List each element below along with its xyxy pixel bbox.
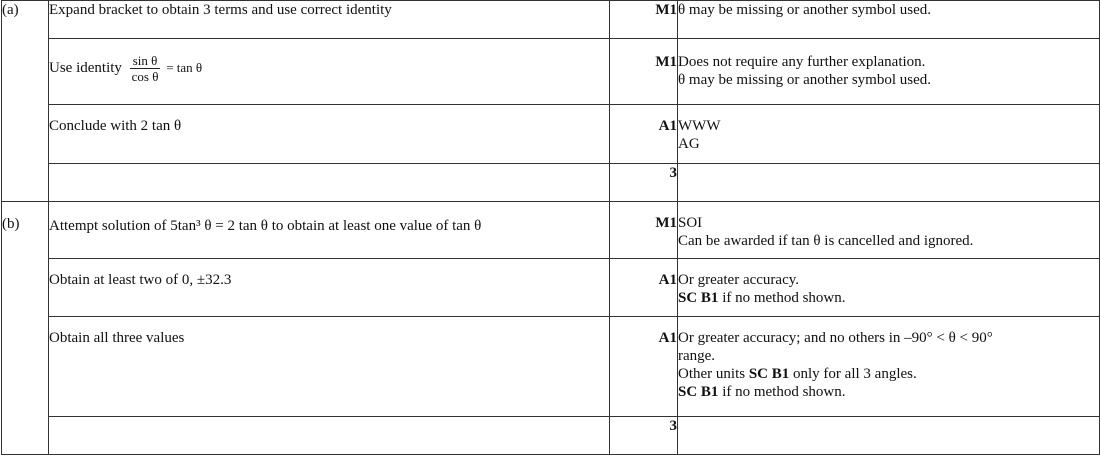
mark-code: A1	[610, 259, 678, 317]
sc-text: if no method shown.	[718, 290, 846, 306]
guidance-text	[49, 39, 610, 105]
note-text	[678, 105, 1100, 164]
empty-cell	[678, 417, 1100, 455]
table-row	[2, 105, 1100, 164]
table-row	[2, 259, 1100, 317]
guidance-text: Obtain all three values	[49, 317, 610, 417]
note-text	[678, 202, 1100, 259]
note-line: θ may be missing or another symbol used.	[678, 72, 931, 88]
mark-code: A1	[610, 317, 678, 417]
note-line	[678, 365, 1099, 383]
note-line	[678, 383, 1099, 401]
note-line: range.	[678, 348, 716, 364]
mark-code: M1	[610, 1, 678, 39]
guidance-text: Expand bracket to obtain 3 terms and use correct identity	[49, 1, 610, 39]
part-a-total: 3	[610, 164, 678, 202]
sc-text: if no method shown.	[718, 384, 846, 400]
part-b-label: (b)	[2, 202, 49, 455]
table-row	[2, 202, 1100, 259]
note-prefix: Other units	[678, 366, 749, 382]
empty-cell	[49, 164, 610, 202]
sc-code: SC B1	[678, 384, 719, 400]
note-line: Or greater accuracy.	[678, 272, 800, 288]
table-row	[2, 39, 1100, 105]
table-row	[2, 164, 1100, 202]
part-a-label: (a)	[2, 1, 49, 202]
guidance-text: Obtain at least two of 0, ±32.3	[49, 259, 610, 317]
mark-code: M1	[610, 39, 678, 105]
note-line: Does not require any further explanation.	[678, 54, 926, 70]
note-line: SOI	[678, 215, 703, 231]
note-line: Or greater accuracy; and no others in –90° < θ < 90°	[678, 330, 993, 346]
table-row	[2, 417, 1100, 455]
guidance-text: Conclude with 2 tan θ	[49, 105, 610, 164]
mark-code: A1	[610, 105, 678, 164]
sc-code: SC B1	[678, 290, 719, 306]
table-row	[2, 1, 1100, 39]
note-text: θ may be missing or another symbol used.	[678, 1, 1100, 39]
sc-code: SC B1	[748, 366, 790, 382]
table-row	[2, 317, 1100, 417]
note-line: WWW	[678, 118, 721, 134]
fraction-numerator: sin θ	[130, 53, 161, 69]
guidance-text: Attempt solution of 5tan³ θ = 2 tan θ to obtain at least one value of tan θ	[49, 202, 610, 259]
empty-cell	[678, 164, 1100, 202]
part-b-total: 3	[610, 417, 678, 455]
note-line	[678, 289, 1099, 307]
note-text	[678, 259, 1100, 317]
mark-code: M1	[610, 202, 678, 259]
note-line: Can be awarded if tan θ is cancelled and ignored.	[678, 233, 974, 249]
fraction	[130, 53, 161, 84]
fraction-denominator: cos θ	[131, 69, 159, 84]
guidance-prefix: Use identity	[49, 59, 122, 76]
note-line: AG	[678, 136, 700, 152]
note-text	[678, 39, 1100, 105]
mark-scheme-table	[1, 0, 1100, 455]
note-text	[678, 317, 1100, 417]
empty-cell	[49, 417, 610, 455]
guidance-suffix: = tan θ	[166, 59, 203, 75]
note-suffix: only for all 3 angles.	[789, 366, 917, 382]
